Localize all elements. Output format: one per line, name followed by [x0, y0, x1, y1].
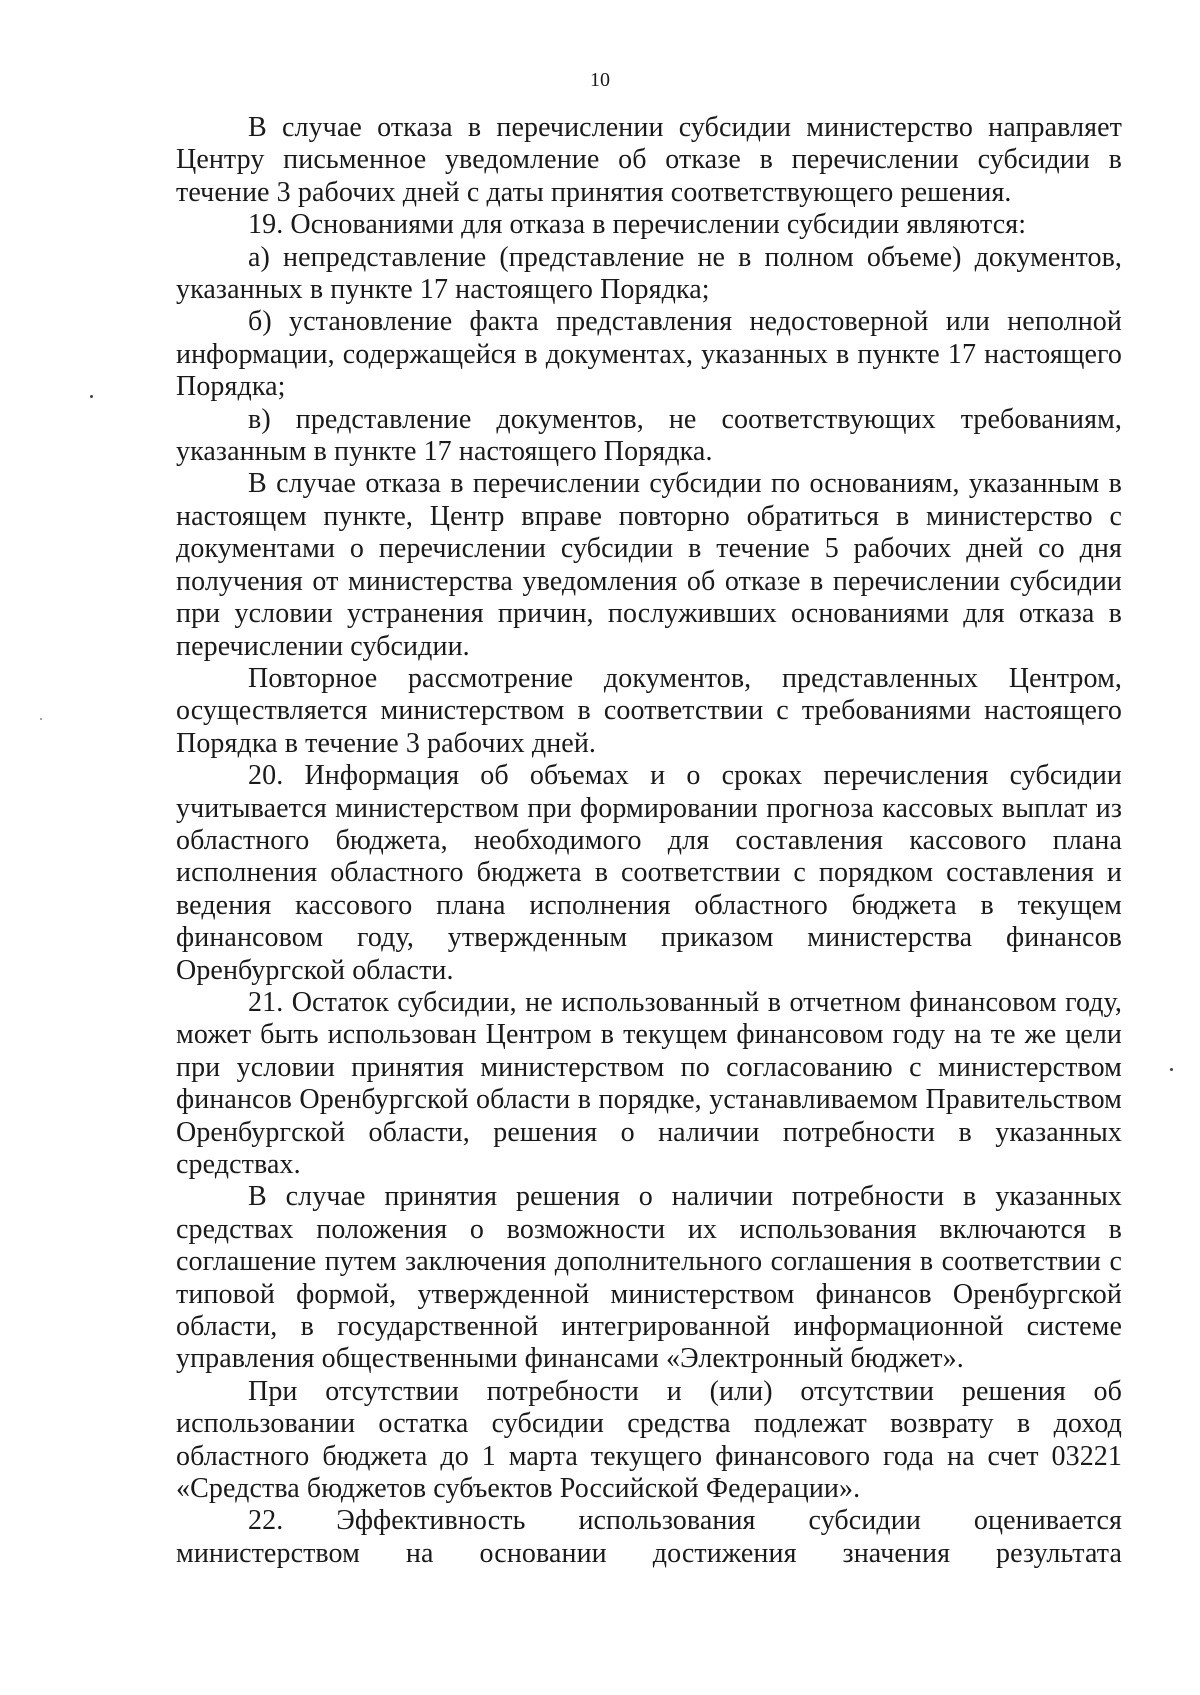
scan-speck [1170, 1068, 1173, 1071]
paragraph-22: 22. Эффективность использования субсидии оценивается министерством на основании достижения значения результата [176, 1505, 1122, 1569]
scan-speck [40, 718, 42, 720]
page-number: 10 [590, 69, 610, 91]
paragraph-19-b: б) установление факта представления недостоверной или неполной информации, содержащейся в документах, указанных в пункте 17 настоящего Порядка; [176, 306, 1122, 403]
paragraph-repeat-application: В случае отказа в перечислении субсидии по основаниям, указанным в настоящем пункте, Центр вправе повторно обратиться в министерство с документами о перечислении субсидии в течение 5 рабочих дней со дня получения от министерства уведомления об отказе в перечислении субсидии при условии устранения причин, послуживших основаниями для отказа в перечислении субсидии. [176, 468, 1122, 662]
paragraph-need-decision: В случае принятия решения о наличии потребности в указанных средствах положения о возможности их использования включаются в соглашение путем заключения дополнительного соглашения в соответствии с типовой формой, утвержденной министерством финансов Оренбургской области, в государственной интегрированной информационной системе управления общественными финансами «Электронный бюджет». [176, 1181, 1122, 1375]
paragraph-refusal-notice: В случае отказа в перечислении субсидии министерство направляет Центру письменное уведомление об отказе в перечислении субсидии в течение 3 рабочих дней с даты принятия соответствующего решения. [176, 112, 1122, 208]
scan-speck [90, 395, 93, 398]
document-body [176, 112, 1122, 1570]
paragraph-refund: При отсутствии потребности и (или) отсутствии решения об использовании остатка субсидии средства подлежат возврату в доход областного бюджета до 1 марта текущего финансового года на счет 03221 «Средства бюджетов субъектов Российской Федерации». [176, 1375, 1122, 1505]
paragraph-repeat-review: Повторное рассмотрение документов, представленных Центром, осуществляется министерством в соответствии с требованиями настоящего Порядка в течение 3 рабочих дней. [176, 662, 1122, 759]
paragraph-21: 21. Остаток субсидии, не использованный в отчетном финансовом году, может быть использован Центром в текущем финансовом году на те же цели при условии принятия министерством по согласованию с министерством финансов Оренбургской области в порядке, устанавливаемом Правительством Оренбургской области, решения о наличии потребности в указанных средствах. [176, 986, 1122, 1180]
paragraph-19-v: в) представление документов, не соответствующих требованиям, указанным в пункте 17 настоящего Порядка. [176, 403, 1122, 468]
paragraph-19-a: а) непредставление (представление не в полном объеме) документов, указанных в пункте 17 настоящего Порядка; [176, 241, 1122, 306]
paragraph-19-heading: 19. Основаниями для отказа в перечислении субсидии являются: [248, 209, 1027, 241]
paragraph-20: 20. Информация об объемах и о сроках перечисления субсидии учитывается министерством при формировании прогноза кассовых выплат из областного бюджета, необходимого для составления кассового плана исполнения областного бюджета в соответствии с порядком составления и ведения кассового плана исполнения областного бюджета в текущем финансовом году, утвержденным приказом министерства финансов Оренбургской области. [176, 760, 1122, 986]
